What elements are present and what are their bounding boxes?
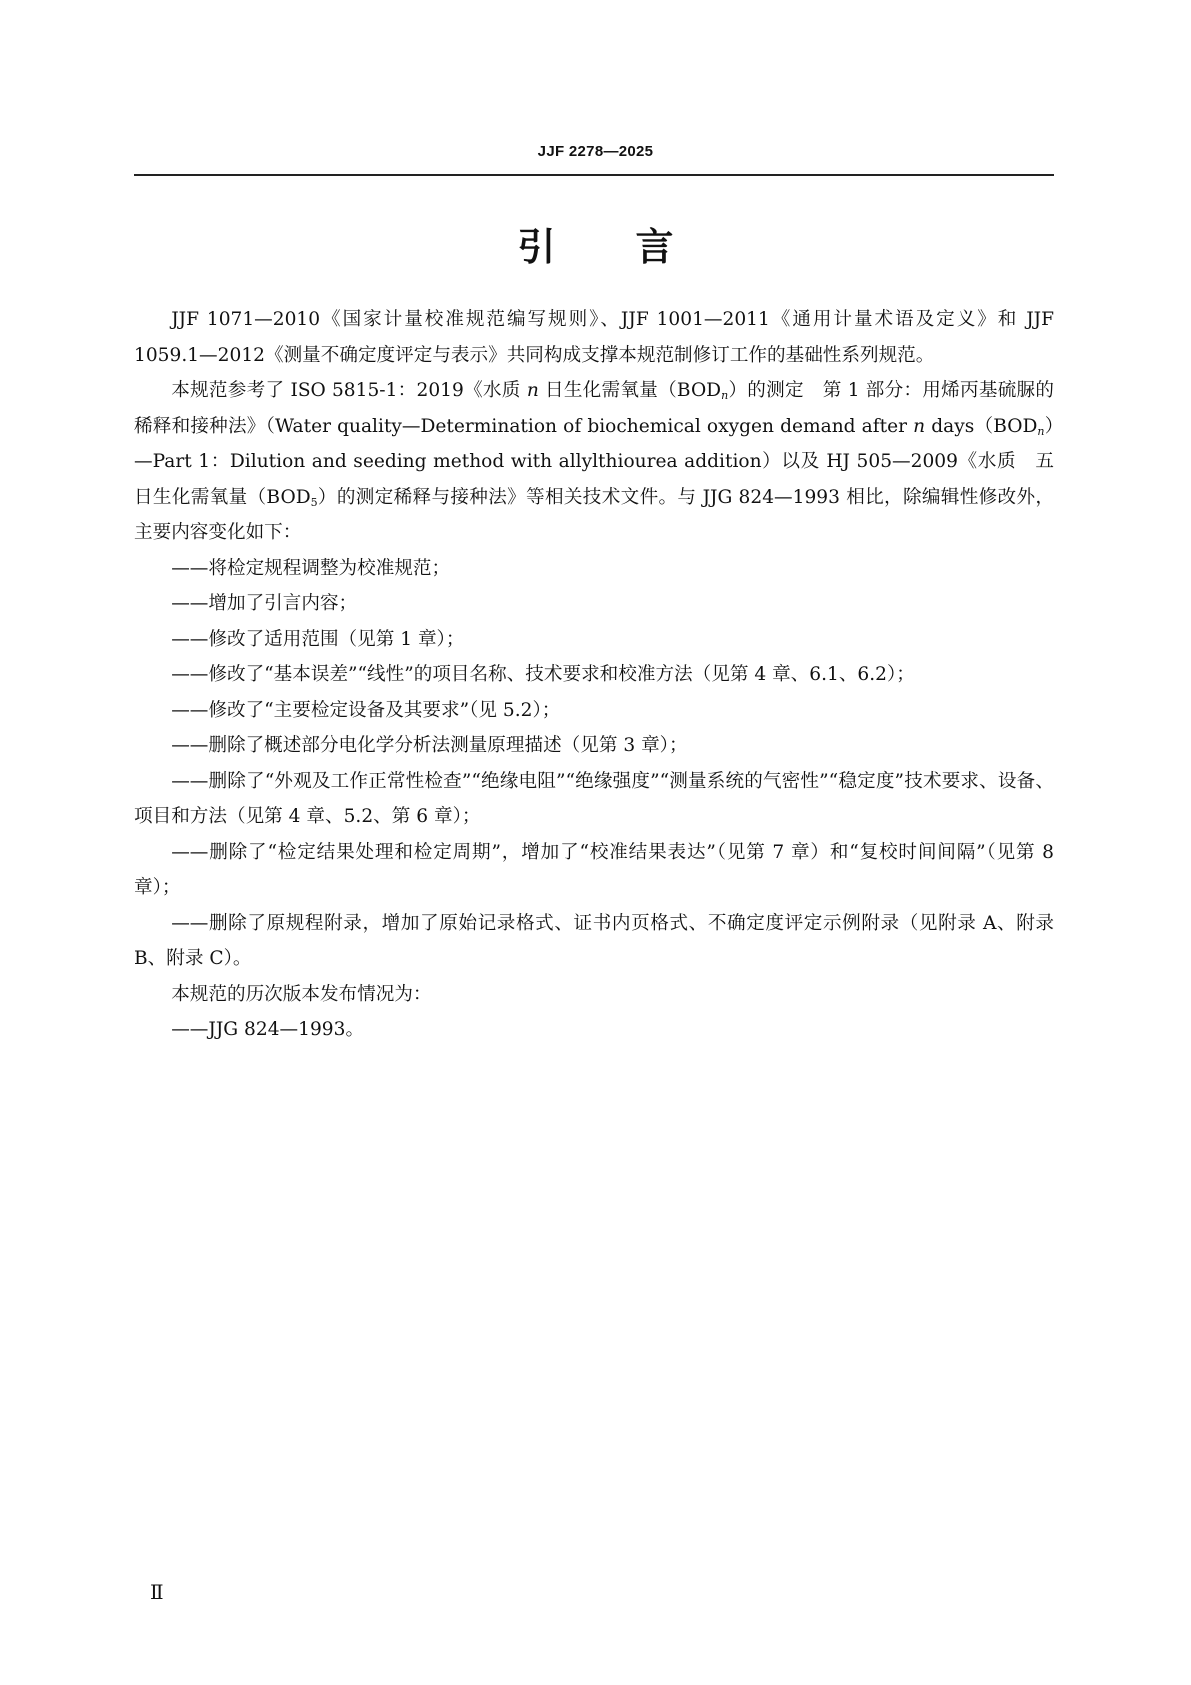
history-item: ——JJG 824—1993。 <box>171 1019 365 1040</box>
italic-variable: n <box>721 389 729 402</box>
header-rule <box>134 174 1054 176</box>
change-item: ——增加了引言内容； <box>171 593 358 614</box>
change-item: ——将检定规程调整为校准规范； <box>171 557 451 579</box>
change-item: ——删除了“检定结果处理和检定周期”，增加了“校准结果表达”（见第 7 章）和“复校时间间隔”（见第 8 章）； <box>134 841 1054 898</box>
paragraph-normative-basis: JJF 1071—2010《国家计量校准规范编写规则》、JJF 1001—2011《通用计量术语及定义》和 JJF 1059.1—2012《测量不确定度评定与表示》共同构成支撑本规范制修订工作的基础性系列规范。 <box>134 309 1054 366</box>
text-segment: ）的测定 第 1 部分：用烯丙基硫脲的稀释和接种法》（Water quality—Determination of biochemical oxygen demand after <box>134 380 1054 437</box>
subscript: 5 <box>310 495 318 509</box>
subscript <box>1037 425 1044 438</box>
page-number: Ⅱ <box>150 1580 164 1604</box>
introduction-body <box>134 302 1054 1048</box>
italic-variable: n <box>1037 424 1045 438</box>
change-item: ——修改了“基本误差”“线性”的项目名称、技术要求和校准方法（见第 4 章、6.1、6.2）； <box>171 664 915 685</box>
change-item: ——删除了概述部分电化学分析法测量原理描述（见第 3 章）； <box>171 735 688 756</box>
history-intro: 本规范的历次版本发布情况为： <box>171 983 432 1005</box>
text-segment: 本规范参考了 ISO 5815-1：2019《水质 <box>171 380 527 401</box>
text-segment: days（BOD <box>925 415 1038 437</box>
text-segment: ）的测定稀释与接种法》等相关技术文件。与 JJG 824—1993 相比，除编辑性修改外，主要内容变化如下： <box>134 486 1054 543</box>
page-title: 引言 <box>517 225 754 269</box>
italic-variable: n <box>526 380 539 401</box>
paragraph-references <box>134 373 1054 551</box>
italic-variable: n <box>913 415 926 437</box>
change-item: ——修改了适用范围（见第 1 章）； <box>171 628 465 650</box>
text-segment: 日生化需氧量（BOD <box>538 380 722 401</box>
text-segment: ）—Part 1：Dilution and seeding method with allylthiourea addition）以及 HJ 505—2009《水质 五日生化需氧量（BOD <box>134 415 1054 508</box>
change-item: ——修改了“主要检定设备及其要求”（见 5.2）； <box>171 699 561 721</box>
document-code-header: JJF 2278—2025 <box>537 143 654 160</box>
change-item: ——删除了“外观及工作正常性检查”“绝缘电阻”“绝缘强度”“测量系统的气密性”“稳定度”技术要求、设备、项目和方法（见第 4 章、5.2、第 6 章）； <box>134 770 1054 827</box>
change-item: ——删除了原规程附录，增加了原始记录格式、证书内页格式、不确定度评定示例附录（见附录 A、附录 B、附录 C）。 <box>134 912 1054 969</box>
